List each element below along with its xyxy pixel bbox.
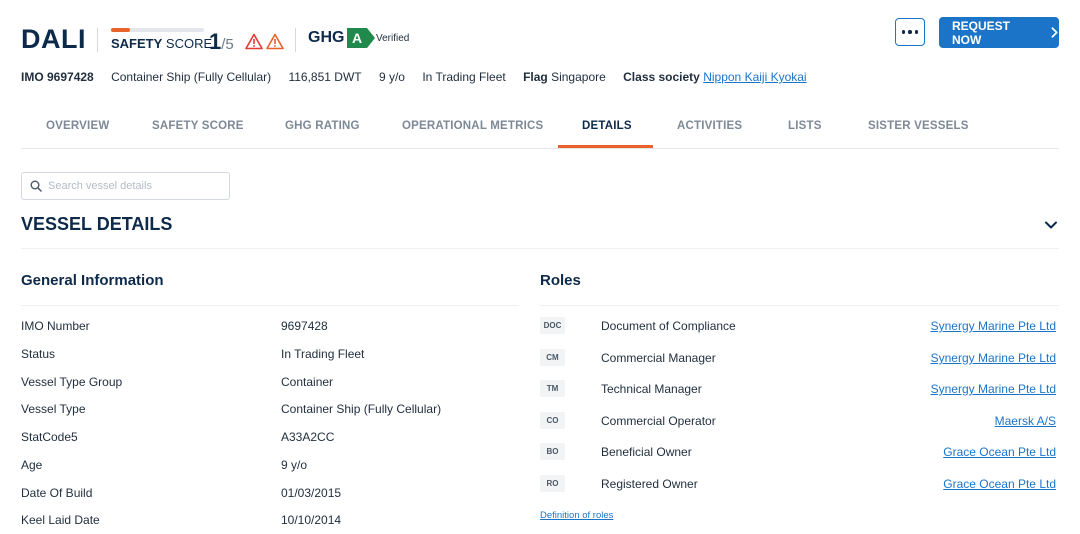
- meta-age: 9 y/o: [378, 70, 405, 84]
- role-code-badge: DOC: [540, 317, 565, 334]
- request-now-button[interactable]: [939, 17, 1059, 48]
- detail-key: Keel Laid Date: [21, 513, 100, 527]
- header-divider: [97, 28, 98, 52]
- meta-flag: Flag Singapore: [523, 70, 606, 84]
- role-code-badge: TM: [540, 380, 565, 397]
- detail-value: A33A2CC: [281, 430, 335, 444]
- tab-operational-metrics[interactable]: OPERATIONAL METRICS: [402, 120, 544, 132]
- roles-divider: [540, 305, 1059, 306]
- roles-title: Roles: [540, 272, 581, 289]
- role-company-link[interactable]: Grace Ocean Pte Ltd: [943, 477, 1056, 491]
- role-code-badge: CM: [540, 349, 565, 366]
- detail-row: [21, 458, 501, 478]
- warning-icon: [266, 33, 284, 50]
- ghg-label: GHG: [308, 29, 345, 46]
- tab-safety-score[interactable]: SAFETY SCORE: [152, 120, 244, 132]
- chevron-down-icon[interactable]: [1044, 218, 1058, 232]
- detail-value: 9 y/o: [281, 458, 308, 472]
- safety-score-value: 1/5: [209, 29, 234, 54]
- tab-lists[interactable]: LISTS: [788, 120, 822, 132]
- active-tab-indicator: [558, 145, 653, 148]
- detail-value: 9697428: [281, 319, 328, 333]
- search-icon: [30, 180, 42, 192]
- section-divider: [21, 248, 1059, 249]
- detail-key: IMO Number: [21, 319, 90, 333]
- detail-value: In Trading Fleet: [281, 347, 365, 361]
- safety-score-label: SAFETY SCORE: [111, 36, 213, 51]
- role-company-link[interactable]: Synergy Marine Pte Ltd: [930, 351, 1056, 365]
- more-options-button[interactable]: [895, 18, 925, 46]
- role-row: [540, 351, 1056, 371]
- ghg-rating-badge[interactable]: [347, 28, 375, 48]
- tab-ghg-rating[interactable]: GHG RATING: [285, 120, 360, 132]
- detail-key: Vessel Type Group: [21, 375, 123, 389]
- detail-row: [21, 486, 501, 506]
- role-code-badge: BO: [540, 443, 565, 460]
- detail-key: Vessel Type: [21, 402, 86, 416]
- detail-key: Date Of Build: [21, 486, 93, 500]
- meta-type: Container Ship (Fully Cellular): [111, 70, 272, 84]
- tab-details[interactable]: DETAILS: [582, 120, 632, 132]
- detail-key: Status: [21, 347, 56, 361]
- tab-sister-vessels[interactable]: SISTER VESSELS: [868, 120, 969, 132]
- role-title: Beneficial Owner: [601, 445, 692, 459]
- detail-row: [21, 375, 501, 395]
- role-row: [540, 382, 1056, 402]
- tab-activities[interactable]: ACTIVITIES: [677, 120, 743, 132]
- vessel-meta: [21, 70, 821, 84]
- role-title: Technical Manager: [601, 382, 702, 396]
- detail-key: Age: [21, 458, 43, 472]
- vessel-header: [21, 20, 1059, 56]
- search-box[interactable]: [21, 172, 230, 200]
- role-title: Commercial Operator: [601, 414, 716, 428]
- safety-score-bar-fill: [111, 28, 130, 32]
- more-dots-icon: [902, 30, 906, 34]
- meta-dwt: 116,851 DWT: [288, 70, 362, 84]
- detail-row: [21, 402, 501, 422]
- detail-value: Container Ship (Fully Cellular): [281, 402, 442, 416]
- role-company-link[interactable]: Grace Ocean Pte Ltd: [943, 445, 1056, 459]
- role-company-link[interactable]: Synergy Marine Pte Ltd: [930, 319, 1056, 333]
- role-row: [540, 445, 1056, 465]
- header-divider: [295, 28, 296, 52]
- role-title: Commercial Manager: [601, 351, 716, 365]
- class-society-link[interactable]: Nippon Kaiji Kyokai: [703, 70, 807, 84]
- svg-text:A: A: [351, 30, 363, 46]
- role-title: Registered Owner: [601, 477, 698, 491]
- safety-score-bar: [111, 28, 204, 32]
- role-company-link[interactable]: Synergy Marine Pte Ltd: [930, 382, 1056, 396]
- detail-value: 10/10/2014: [281, 513, 342, 527]
- detail-key: StatCode5: [21, 430, 78, 444]
- role-code-badge: CO: [540, 412, 565, 429]
- detail-row: [21, 319, 501, 339]
- detail-row: [21, 430, 501, 450]
- role-row: [540, 319, 1056, 339]
- definition-of-roles-link[interactable]: Definition of roles: [540, 510, 614, 521]
- role-company-link[interactable]: Maersk A/S: [994, 414, 1056, 428]
- detail-row: [21, 347, 501, 367]
- meta-class-society: Class society Nippon Kaiji Kyokai: [623, 70, 807, 84]
- meta-imo: IMO 9697428: [21, 70, 94, 84]
- general-information-divider: [21, 305, 519, 306]
- tab-bar: [21, 105, 1059, 149]
- ghg-verified-label: Verified: [376, 33, 410, 44]
- tab-overview[interactable]: OVERVIEW: [46, 120, 110, 132]
- search-input[interactable]: [48, 180, 218, 192]
- warning-icon: [245, 33, 263, 50]
- detail-value: Container: [281, 375, 334, 389]
- vessel-name: DALI: [21, 24, 86, 54]
- role-title: Document of Compliance: [601, 319, 736, 333]
- detail-value: 01/03/2015: [281, 486, 342, 500]
- request-now-label: REQUEST NOW: [952, 18, 1011, 47]
- meta-status: In Trading Fleet: [422, 70, 506, 84]
- chevron-right-icon: [1051, 27, 1059, 38]
- role-row: [540, 414, 1056, 434]
- detail-row: [21, 513, 501, 533]
- role-code-badge: RO: [540, 475, 565, 492]
- section-title: VESSEL DETAILS: [21, 214, 173, 234]
- role-row: [540, 477, 1056, 497]
- general-information-title: General Information: [21, 272, 164, 289]
